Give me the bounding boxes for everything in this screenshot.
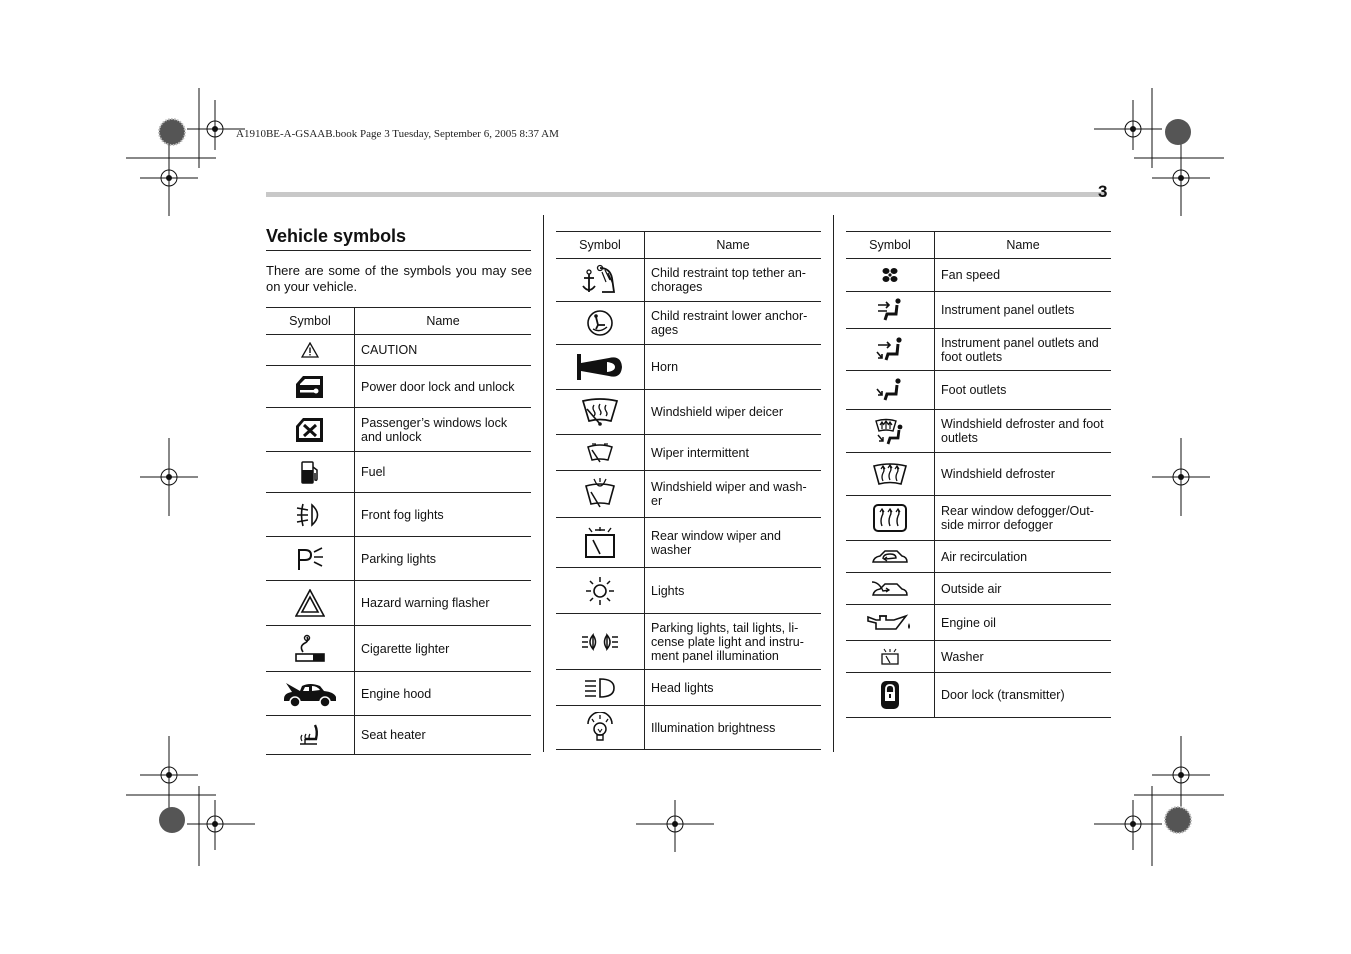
symbol-name: Wiper intermittent <box>645 435 822 471</box>
header-name: Name <box>645 232 822 259</box>
symbol-name: Windshield wiper and wash-er <box>645 471 822 518</box>
symbol-name: Hazard warning flasher <box>355 581 532 626</box>
section-intro: There are some of the symbols you may see on your vehicle. <box>266 263 532 294</box>
symbol-name: Illumination brightness <box>645 706 822 750</box>
header-symbol: Symbol <box>846 232 935 259</box>
symbol-name: Outside air <box>935 573 1112 605</box>
symbol-name: Parking lights, tail lights, li-cense plate light and instru-ment panel illumination <box>645 614 822 670</box>
symbol-name: Cigarette lighter <box>355 626 532 672</box>
page-number: 3 <box>1098 182 1108 201</box>
symbol-name: Instrument panel outlets <box>935 292 1112 329</box>
symbol-name: Head lights <box>645 670 822 706</box>
print-header: A1910BE-A-GSAAB.book Page 3 Tuesday, September 6, 2005 8:37 AM <box>236 128 559 140</box>
symbol-name: Horn <box>645 345 822 390</box>
symbol-name: Rear window defogger/Out-side mirror defogger <box>935 496 1112 541</box>
symbol-name: Seat heater <box>355 716 532 755</box>
symbol-name: Lights <box>645 568 822 614</box>
symbol-name: Fan speed <box>935 259 1112 292</box>
section-title: Vehicle symbols <box>266 226 531 251</box>
symbol-name: Power door lock and unlock <box>355 366 532 408</box>
symbol-name: Windshield wiper deicer <box>645 390 822 435</box>
header-name: Name <box>355 308 532 335</box>
header-symbol: Symbol <box>266 308 355 335</box>
symbol-name: Engine oil <box>935 605 1112 641</box>
symbol-name: Child restraint top tether an-chorages <box>645 259 822 302</box>
symbol-name: Foot outlets <box>935 371 1112 410</box>
symbol-name: Child restraint lower anchor-ages <box>645 302 822 345</box>
symbol-name: Instrument panel outlets and foot outlets <box>935 329 1112 371</box>
symbol-name: Rear window wiper and washer <box>645 518 822 568</box>
symbol-name: CAUTION <box>355 335 532 366</box>
symbol-name: Front fog lights <box>355 493 532 537</box>
symbol-name: Engine hood <box>355 672 532 716</box>
symbol-name: Parking lights <box>355 537 532 581</box>
header-name: Name <box>935 232 1112 259</box>
symbol-name: Windshield defroster and foot outlets <box>935 410 1112 453</box>
symbol-name: Windshield defroster <box>935 453 1112 496</box>
symbol-name: Passenger’s windows lock and unlock <box>355 408 532 452</box>
symbol-name: Air recirculation <box>935 541 1112 573</box>
symbol-name: Door lock (transmitter) <box>935 673 1112 718</box>
header-symbol: Symbol <box>556 232 645 259</box>
symbol-name: Fuel <box>355 452 532 493</box>
symbol-name: Washer <box>935 641 1112 673</box>
